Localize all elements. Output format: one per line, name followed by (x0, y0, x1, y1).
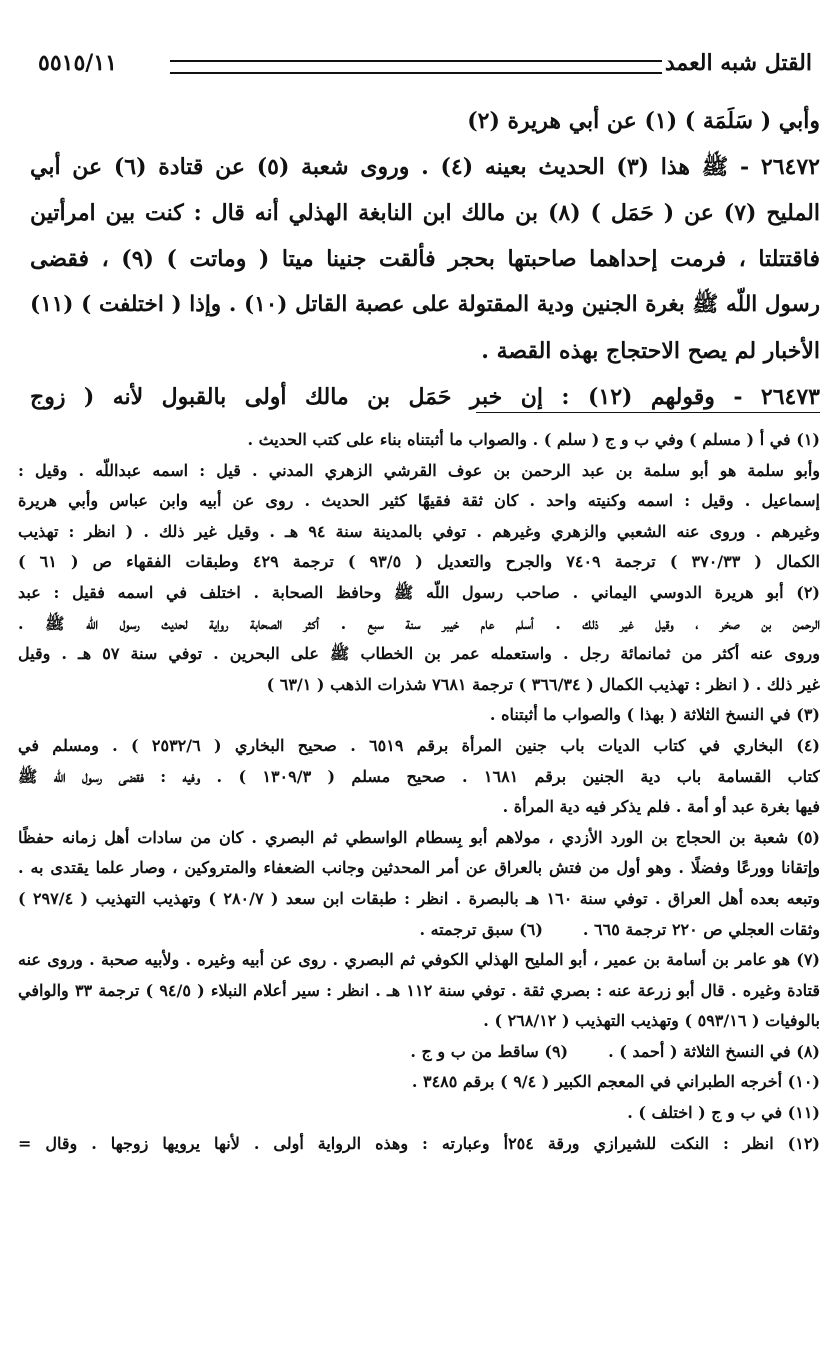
footnote-line: الرحمن بن صخر ، وقيل غير ذلك . أسلم عام خيبر سنة سبع . أكثر الصحابة رواية لحديث رسول اللّه ﷺ . (18, 613, 820, 633)
main-text (30, 98, 820, 420)
footnote-line: الكمال ( ٣٧٠/٣٣ ) ترجمة ٧٤٠٩ والجرح والتعديل ( ٩٣/٥ ) ترجمة ٤٢٩ وطبقات الفقهاء ص ( ٦١ ) (18, 552, 820, 572)
footnote-line: غير ذلك . ( انظر : تهذيب الكمال ( ٣٦٦/٣٤ ) ترجمة ٧٦٨١ شذرات الذهب ( ٦٣/١ ) (266, 674, 820, 694)
footnote-line: وتبعه بعده أهل العراق . توفي سنة ١٦٠ هـ بالبصرة . انظر : طبقات ابن سعد ( ٢٨٠/٧ ) وتهذيب التهذيب ( ٢٩٧/٤ ) (18, 888, 820, 908)
footnotes (18, 425, 820, 1159)
body-line: الأخبار لم يصح الاحتجاج بهذه القصة . (481, 338, 820, 364)
body-line: المليح (٧) عن ( حَمَل ) (٨) بن مالك ابن النابغة الهذلي أنه قال : كنت بين امرأتين (30, 200, 820, 226)
body-line: ٢٦٤٧٢ - ﷺ هذا (٣) الحديث بعينه (٤) . وروى شعبة (٥) عن قتادة (٦) عن أبي (30, 154, 820, 180)
footnote-line: (٣) في النسخ الثلاثة ( بهذا ) والصواب ما أثبتناه . (489, 705, 820, 725)
body-line: وأبي ( سَلَمَة ) (١) عن أبي هريرة (٢) (467, 108, 820, 134)
body-line: رسول اللّه ﷺ بغرة الجنين ودية المقتولة على عصبة القاتل (١٠) . وإذا ( اختلفت ) (١١) (30, 292, 820, 317)
footnote-entry: (٩) ساقط من ب و ج . (410, 1041, 569, 1061)
footnote-line: (١٠) أخرجه الطبراني في المعجم الكبير ( ٩/٤ ) برقم ٣٤٨٥ . (411, 1072, 820, 1092)
footnote-line: (٤) البخاري في كتاب الديات باب جنين المرأة برقم ٦٥١٩ . صحيح البخاري ( ٢٥٣٢/٦ ) . ومسلم في (18, 735, 820, 755)
footnote-line: وإتقانا وورعًا وفضلًا . وهو أول من فتش بالعراق عن أمر المحدثين وجانب الضعفاء والمتروكين ، وصار علما يقتدى به . (18, 858, 820, 878)
footnote-entry: (٨) في النسخ الثلاثة ( أحمد ) . (608, 1041, 820, 1061)
footnote-line (18, 915, 820, 946)
footnote-line: وغيرهم . وروى عنه الشعبي والزهري وغيرهم . توفي بالمدينة سنة ٩٤ هـ . وقيل غير ذلك . ( انظر : تهذيب (18, 521, 820, 541)
footnote-line: بالوفيات ( ٥٩٣/١٦ ) وتهذيب التهذيب ( ٢٦٨/١٢ ) . (483, 1011, 820, 1031)
footnote-line: كتاب القسامة باب دية الجنين برقم ١٦٨١ . صحيح مسلم ( ١٣٠٩/٣ ) . وفيه : فقضى رسول اللّه ﷺ (18, 766, 820, 786)
footnote-line (18, 1037, 820, 1068)
footnote-line: قتادة وغيره . قال أبو زرعة عنه : بصري ثقة . توفي سنة ١١٢ هـ . انظر : سير أعلام النبلاء ( ٩٤/٥ ) ترجمة ٣٣ والوافي (18, 980, 820, 1000)
footnote-line: (٧) هو عامر بن أسامة بن عمير ، أبو المليح الهذلي الكوفي ثم البصري . روى عن أبيه وغيره . ولأبيه صحبة . وروى عنه (18, 950, 820, 970)
footnote-line: (١١) في ب و ج ( اختلف ) . (627, 1103, 820, 1123)
page-header (38, 50, 818, 80)
footnote-line: فيها بغرة عبد أو أمة . فلم يذكر فيه دية المرأة . (502, 797, 820, 817)
body-line: ٢٦٤٧٣ - وقولهم (١٢) : إن خبر حَمَل بن مالك أولى بالقبول لأنه ( زوج (30, 384, 820, 410)
footnote-line: (٥) شعبة بن الحجاج بن الورد الأزدي ، مولاهم أبو بِسطام الواسطي ثم البصري . كان من سادات أهل زمانه حفظًا (18, 827, 820, 847)
footnote-line: (٢) أبو هريرة الدوسي اليماني . صاحب رسول اللّه ﷺ وحافظ الصحابة . اختلف في اسمه فقيل : عبد (18, 582, 820, 602)
footnote-line: (١٢) انظر : النكت للشيرازي ورقة ٢٥٤أ وعبارته : وهذه الرواية أولى . لأنها يرويها زوجها . وقال = (18, 1133, 820, 1153)
page-number: ٥٥١٥/١١ (38, 50, 117, 76)
footnote-line: إسماعيل . وقيل : اسمه وكنيته واحد . كان ثقة فقيهًا كثير الحديث . روى عن أبيه وابن عباس وأبي هريرة (18, 491, 820, 511)
footnote-entry: (٦) سبق ترجمته . (419, 919, 543, 939)
footnote-entry: وثقات العجلي ص ٢٢٠ ترجمة ٦٦٥ . (582, 919, 820, 939)
footnote-separator (476, 412, 820, 413)
header-double-rule (170, 60, 662, 74)
footnote-line: (١) في أ ( مسلم ) وفي ب و ج ( سلم ) . والصواب ما أثبتناه بناء على كتب الحديث . (247, 430, 820, 449)
footnote-line: وروى عنه أكثر من ثمانمائة رجل . واستعمله عمر بن الخطاب ﷺ على البحرين . توفي سنة ٥٧ هـ . وقيل (18, 644, 820, 664)
running-title: القتل شبه العمد (664, 50, 812, 76)
body-line: فاقتتلتا ، فرمت إحداهما صاحبتها بحجر فألقت جنينا ميتا ( وماتت ) (٩) ، فقضى (30, 246, 820, 272)
footnote-line: وأبو سلمة هو أبو سلمة بن عبد الرحمن بن عوف القرشي الزهري المدني . قيل : اسمه عبداللّه . وقيل : (18, 460, 820, 480)
